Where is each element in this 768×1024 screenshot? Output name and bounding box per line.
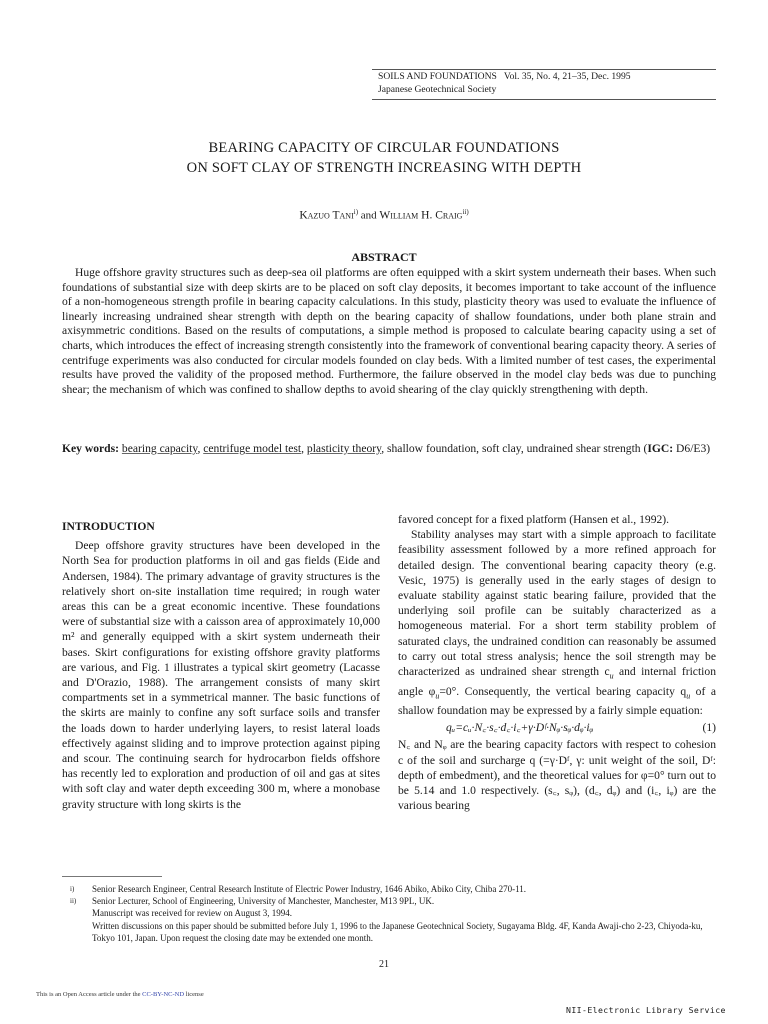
- footnote-text: Manuscript was received for review on August 3, 1994.: [92, 908, 292, 919]
- footnote-mark: [62, 920, 92, 944]
- journal-society: Japanese Geotechnical Society: [378, 84, 497, 95]
- footnote-mark: i): [70, 885, 75, 893]
- author-line: [0, 208, 768, 222]
- p2-sub-2: u: [435, 690, 440, 700]
- keywords-label: Key words:: [62, 442, 119, 455]
- author-1-mark: i): [353, 208, 359, 216]
- p2-part-b: and internal friction angle φ: [398, 665, 716, 698]
- license-link[interactable]: CC-BY-NC-ND: [142, 991, 185, 998]
- title-line-1: BEARING CAPACITY OF CIRCULAR FOUNDATIONS: [208, 140, 560, 156]
- abstract-text: Huge offshore gravity structures such as deep-sea oil platforms are often equipped with a skirt system underneath their bases. When such foundations of substantial size with deep skirts are to be placed on soft clay deposits, it becomes important to take account of the influence of a non-homogeneous strength profile in bearing capacity calculations. In this study, plasticity theory was used to evaluate the influence of linearly increasing undrained shear strength with depth on the bearing capacity of shallow foundations, under both plane strain and axisymmetric conditions. Based on the results of computations, a simple method is proposed to calculate bearing capacity using a set of charts, which introduces the effect of increasing strength consistently into the framework of conventional bearing capacity theory. A series of centrifuge experiments was also conducted for circular models founded on clay beds. With a limited number of test cases, the experimental results have proved the validity of the proposed method. Furthermore, the failure observed in the model clay beds was due to punching shear; the mechanism of which was confined to shallow depths to avoid shearing of the clay quickly strengthening with depth.: [62, 266, 716, 396]
- header-rule-bottom: [372, 99, 716, 100]
- intro-paragraph-2: [398, 527, 716, 718]
- p2-sub-3: u: [686, 690, 691, 700]
- page-number: 21: [379, 959, 389, 970]
- column-right: [398, 512, 716, 813]
- author-2: William H. Craig: [379, 209, 463, 222]
- footnote-text: Written discussions on this paper should be submitted before July 1, 1996 to the Japanese Geotechnical Society, Sugayama Bldg. 4F, Kanda Awaji-cho 2-23, Chiyoda-ku, Tokyo 101, Japan. Upon request the closing date may be extended one month.: [92, 920, 703, 943]
- title-line-2: ON SOFT CLAY OF STRENGTH INCREASING WITH DEPTH: [186, 160, 582, 176]
- journal-header: [378, 70, 715, 96]
- paper-title: [0, 138, 768, 178]
- igc-code: D6/E3): [673, 442, 711, 455]
- p2-sub-1: u: [609, 671, 614, 681]
- author-2-mark: ii): [462, 208, 469, 216]
- keyword-bearing-capacity: bearing capacity: [121, 442, 198, 455]
- license-prefix: This is an Open Access article under the: [36, 991, 143, 998]
- license-suffix: license: [184, 991, 204, 998]
- p2-part-c: =0°. Consequently, the vertical bearing capacity q: [439, 684, 687, 698]
- footnote: [62, 920, 716, 944]
- license-notice: [36, 991, 204, 998]
- author-and: and: [358, 209, 380, 222]
- journal-citation: SOILS AND FOUNDATIONS Vol. 35, No. 4, 21–35, Dec. 1995: [378, 71, 631, 82]
- equation-1-body: qᵤ=cᵤ·N꜀·s꜀·d꜀·i꜀+γ·Dᶠ·Nᵩ·sᵩ·dᵩ·iᵩ: [446, 721, 594, 735]
- footnote: [62, 895, 716, 907]
- p2-part-d: of a shallow foundation may be expressed by a fairly simple equation:: [398, 684, 716, 718]
- intro-paragraph-1-cont: favored concept for a fixed platform (Hansen et al., 1992).: [398, 513, 670, 526]
- igc-label: IGC:: [647, 442, 674, 455]
- equation-1-number: (1): [702, 721, 716, 735]
- footnote: [62, 883, 716, 895]
- equation-1: [398, 718, 716, 737]
- intro-paragraph-1: Deep offshore gravity structures have been developed in the North Sea for production platforms in oil and gas fields (Eide and Andersen, 1984). The primary advantage of gravity structures is the relatively short on-site installation time required; in rough water areas this can be a great economic incentive. These foundations were of substantial size with a caisson area of approximately 10,000 m² and generally equipped with a skirt system underneath their bases. Skirt configurations for existing offshore gravity platforms are various, and Fig. 1 illustrates a typical skirt geometry (Lacasse and D'Orazio, 1988). The arrangement consists of many skirt compartments set in a symmetrical manner. The basic functions of the skirts are mainly to confine any soft surface soils and transfer the loads down to harder underlying layers, to resist lateral loads effectively against sliding and to improve protection against piping and scour. The continuing search for hydrocarbon fields offshore has recently led to exploration and production of oil and gas at sites with soft clay and water depth exceeding 300 m, where a monobase gravity structure with long skirts is the: [62, 539, 380, 811]
- keyword-centrifuge: centrifuge model test: [203, 442, 302, 455]
- footnote-text: Senior Research Engineer, Central Research Institute of Electric Power Industry, 1646 Abiko, Abiko City, Chiba 270-11.: [92, 884, 527, 894]
- footnote-mark: ii): [70, 897, 77, 906]
- section-heading-introduction: INTRODUCTION: [62, 520, 155, 533]
- footnote-mark: [62, 907, 92, 919]
- footnote: [62, 907, 716, 919]
- footnotes: [62, 883, 716, 944]
- author-1: Kazuo Tani: [299, 209, 354, 222]
- column-left: [62, 519, 380, 812]
- footnote-text: Senior Lecturer, School of Engineering, University of Manchester, Manchester, M13 9PL, UK.: [92, 896, 435, 907]
- keywords: Key words: bearing capacity, centrifuge model test, plasticity theory, shallow foundation, soft clay, undrained shear strength (IGC: D6/E3): [62, 442, 711, 455]
- keywords-rest: , shallow foundation, soft clay, undrained shear strength (: [381, 442, 648, 455]
- keyword-plasticity: plasticity theory: [306, 442, 382, 455]
- abstract-heading: ABSTRACT: [351, 250, 417, 264]
- p2-part-a: Stability analyses may start with a simple approach to facilitate feasibility assessment followed by a more refined approach for detailed design. The conventional bearing capacity theory (e.g. Vesic, 1975) is generally used in the early stages of design to evaluate stability against static bearing failure, provided that the underlying soil profile can be suitably characterized as a homogeneous material. For a short term stability problem of saturated clays, the undrained condition can reasonably be assumed to carry out total stress analysis; hence the soil strength may be characterized as undrained shear strength c: [398, 528, 716, 679]
- footnote-rule: [62, 876, 162, 877]
- nii-watermark: NII-Electronic Library Service: [566, 1005, 726, 1015]
- intro-paragraph-3: N꜀ and Nᵩ are the bearing capacity factors with respect to cohesion c of the soil and surcharge q (=γ·Dᶠ, γ: unit weight of the soil, Dᶠ: depth of embedment), and the theoretical values for φ=0° turn out to be 5.14 and 1.0 respectively. (s꜀, sᵩ), (d꜀, dᵩ) and (i꜀, iᵩ) are the various bearing: [398, 738, 716, 813]
